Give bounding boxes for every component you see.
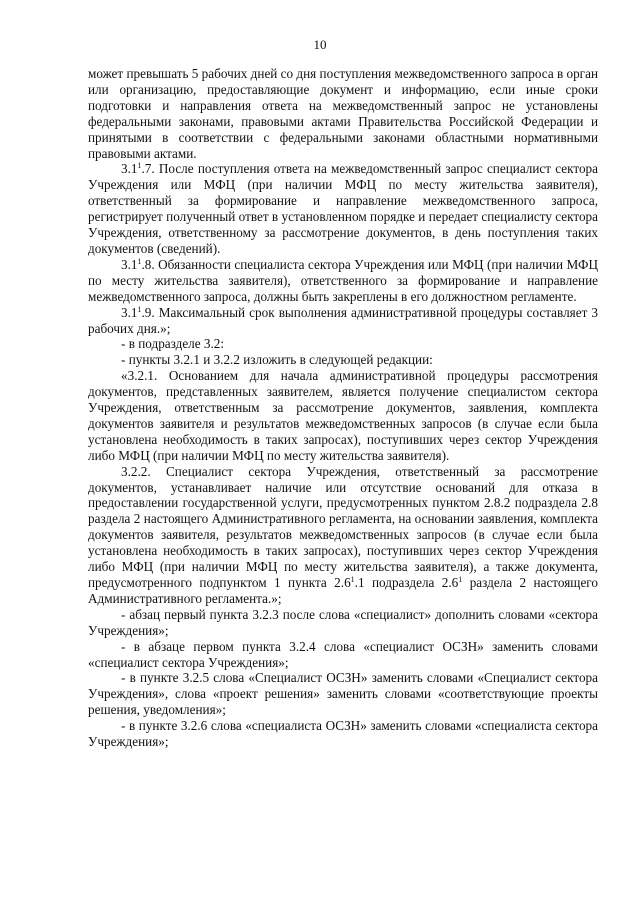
clause-text: .1 подраздела 2.6	[354, 575, 459, 590]
clause-text: .9. Максимальный срок выполнения административной процедуры составляет 3 рабочих дня.»;	[88, 304, 598, 336]
document-body	[88, 66, 598, 750]
superscript: 1	[350, 575, 355, 584]
superscript: 1	[137, 256, 142, 266]
paragraph-continuation: может превышать 5 рабочих дней со дня поступления межведомственного запроса в орган или организацию, предоставляющие документ и информацию, если иные сроки подготовки и направления ответа на межведомственный запрос не установлены федеральными законами, правовыми актами Правительства Российской Федерации и принятыми в соответствии с федеральными законами областными нормативными правовыми актами.	[88, 66, 598, 161]
paragraph-items-3-2-1-3-2-2: - пункты 3.2.1 и 3.2.2 изложить в следующей редакции:	[121, 352, 433, 368]
superscript: 1	[458, 575, 463, 584]
clause-number: 3.1	[121, 304, 138, 320]
clause-text: .7. После поступления ответа на межведомственный запрос специалист сектора Учреждения или МФЦ (при наличии МФЦ по месту жительства заявителя), ответственный за формирование и направление межведомственного запроса, регистрирует полученный ответ в установленном порядке и передает специалисту сектора Учреждения, ответственному за рассмотрение документов, в день поступления таких документов (сведений).	[88, 161, 598, 256]
paragraph-3-1-1-9	[88, 305, 598, 337]
superscript: 1	[137, 161, 142, 171]
paragraph-3-1-1-7	[88, 161, 598, 256]
clause-number: 3.1	[121, 256, 138, 272]
clause-number: 3.1	[121, 161, 138, 177]
paragraph-3-2-2	[88, 464, 598, 607]
paragraph-subsection-3-2: - в подразделе 3.2:	[121, 336, 225, 352]
superscript: 1	[137, 304, 142, 314]
paragraph-3-2-1: «3.2.1. Основанием для начала административной процедуры рассмотрения документов, представленных заявителем, является получение специалистом сектора Учреждения, ответственным за рассмотрение документов, заявления, комплекта документов заявителя и результатов межведомственных запросов (в случае если была установлена необходимость в таких запросах), поступивших через сектор Учреждения либо МФЦ (при наличии МФЦ по месту жительства заявителя).	[88, 368, 598, 463]
paragraph-3-2-3: - абзац первый пункта 3.2.3 после слова «специалист» дополнить словами «сектора Учреждения»;	[88, 606, 598, 638]
clause-text: .8. Обязанности специалиста сектора Учреждения или МФЦ (при наличии МФЦ по месту жительства заявителя), ответственного за формирование и направление межведомственного запроса, должны быть закреплены в его должностном регламенте.	[88, 256, 598, 304]
paragraph-3-2-4: - в абзаце первом пункта 3.2.4 слова «специалист ОСЗН» заменить словами «специалист сектора Учреждения»;	[88, 638, 598, 670]
paragraph-3-2-5: - в пункте 3.2.5 слова «Специалист ОСЗН» заменить словами «Специалист сектора Учреждения», слова «проект решения» заменить словами «соответствующие проекты решения, уведомления»;	[88, 670, 598, 718]
clause-text: раздела 2 настоящего Административного регламента.»;	[88, 575, 598, 606]
paragraph-3-1-1-8	[88, 257, 598, 305]
clause-text: 3.2.2. Специалист сектора Учреждения, ответственный за рассмотрение документов, устанавливает наличие или отсутствие оснований для отказа в предоставлении государственной услуги, предусмотренных пунктом 2.8.2 подраздела 2.8 раздела 2 настоящего Административного регламента, на основании заявления, комплекта документов заявителя, результатов межведомственных запросов (в случае если была установлена необходимость в таких запросах), поступивших через сектор Учреждения либо МФЦ (при наличии МФЦ по месту жительства заявителя), а также документа, предусмотренного подпунктом 1 пункта 2.6	[88, 463, 598, 590]
paragraph-3-2-6: - в пункте 3.2.6 слова «специалиста ОСЗН» заменить словами «специалиста сектора Учреждения»;	[88, 718, 598, 750]
page-number: 10	[313, 37, 327, 52]
